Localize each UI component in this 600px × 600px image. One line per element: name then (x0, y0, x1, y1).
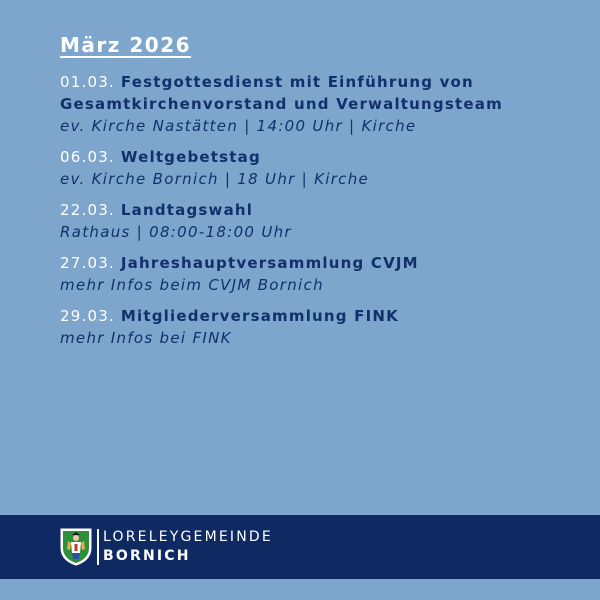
brand-name-line1: LORELEYGEMEINDE (103, 529, 273, 545)
event-details: mehr Infos beim CVJM Bornich (60, 276, 324, 294)
event-header (60, 252, 580, 274)
event-details: Rathaus | 08:00-18:00 Uhr (60, 223, 292, 241)
month-heading: März 2026 (60, 33, 192, 57)
event-details: ev. Kirche Bornich | 18 Uhr | Kirche (60, 170, 370, 188)
event-date: 29.03. (60, 307, 115, 325)
event-date: 01.03. (60, 73, 115, 91)
event-date: 22.03. (60, 201, 115, 219)
brand-divider (97, 529, 99, 565)
event-title: Festgottesdienst mit Einführung von (120, 73, 474, 91)
event-item (60, 71, 580, 137)
event-header (60, 71, 580, 93)
event-item (60, 252, 580, 296)
event-item (60, 305, 580, 349)
coat-of-arms-icon (60, 528, 92, 566)
event-header (60, 199, 580, 221)
event-title: Weltgebetstag (120, 148, 261, 166)
footer-band (0, 515, 600, 579)
event-title: Landtagswahl (120, 201, 254, 219)
event-header (60, 305, 580, 327)
event-list-section (60, 33, 580, 358)
event-title-continued: Gesamtkirchenvorstand und Verwaltungsteam (60, 95, 503, 113)
event-header (60, 146, 580, 168)
event-details: mehr Infos bei FINK (60, 329, 232, 347)
brand-name-line2: BORNICH (103, 548, 191, 564)
event-title: Jahreshauptversammlung CVJM (120, 254, 419, 272)
event-title: Mitgliederversammlung FINK (120, 307, 399, 325)
event-item (60, 146, 580, 190)
event-date: 06.03. (60, 148, 115, 166)
event-details: ev. Kirche Nastätten | 14:00 Uhr | Kirche (60, 117, 417, 135)
event-item (60, 199, 580, 243)
event-date: 27.03. (60, 254, 115, 272)
